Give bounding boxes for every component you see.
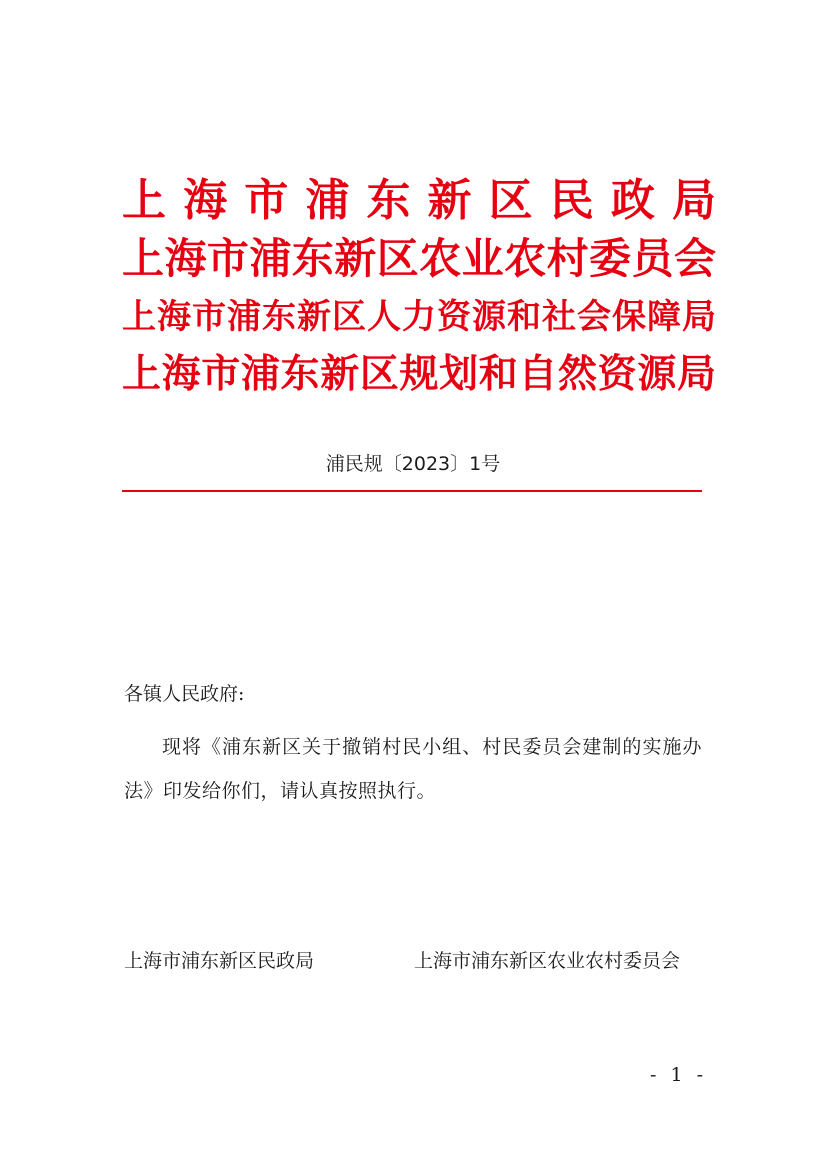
- issuing-authorities-header: [122, 172, 734, 404]
- body-paragraph: 现将《浦东新区关于撤销村民小组、村民委员会建制的实施办法》印发给你们，请认真按照执行。: [124, 736, 702, 802]
- issuer-planning-resources-bureau: 上海市浦东新区规划和自然资源局: [122, 352, 717, 397]
- document-number: 浦民规〔2023〕1号: [325, 453, 501, 475]
- signature-civil-affairs-bureau: 上海市浦东新区民政局: [124, 950, 315, 972]
- issuer-civil-affairs-bureau: 上海市浦东新区民政局: [122, 175, 734, 226]
- signature-agriculture-rural-committee: 上海市浦东新区农业农村委员会: [414, 950, 681, 972]
- page-number: - 1 -: [650, 1064, 708, 1086]
- issuer-human-resources-bureau: 上海市浦东新区人力资源和社会保障局: [122, 297, 717, 337]
- issuer-agriculture-rural-committee: 上海市浦东新区农业农村委员会: [122, 234, 717, 283]
- red-divider-line: [122, 490, 702, 492]
- salutation: 各镇人民政府:: [124, 683, 245, 705]
